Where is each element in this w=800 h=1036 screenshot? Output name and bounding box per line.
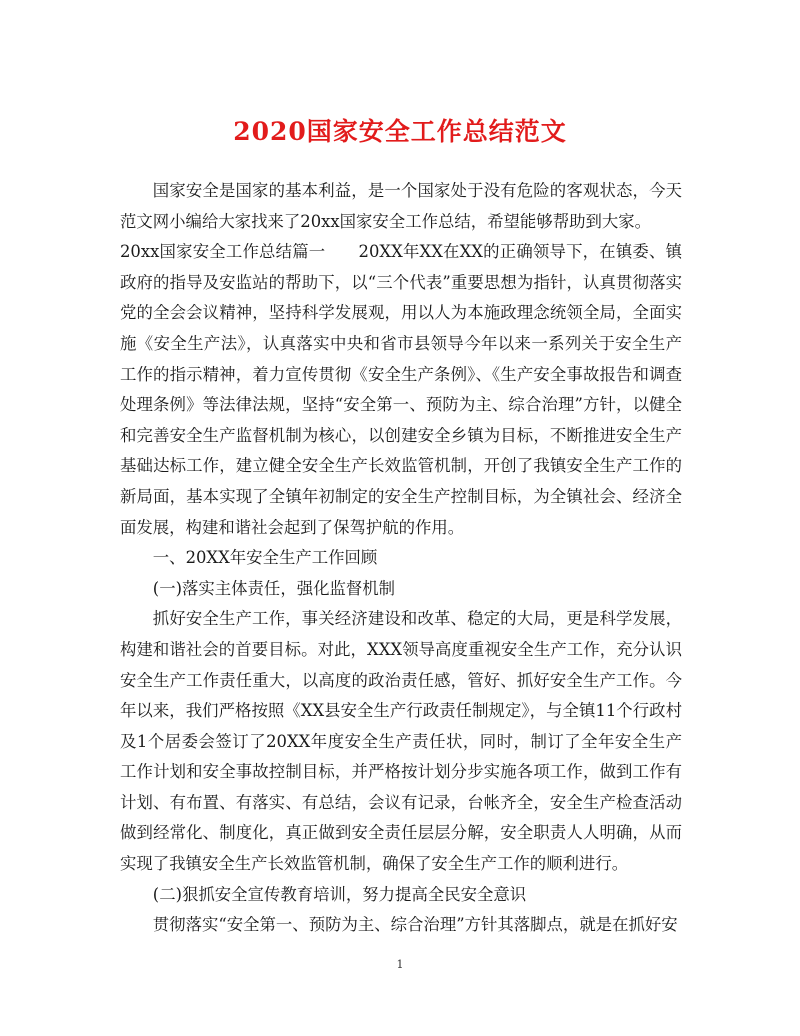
document-title: 2020国家安全工作总结范文: [233, 117, 567, 146]
document-body: [120, 176, 682, 941]
subsection-heading-education: (二)狠抓安全宣传教育培训，努力提高全民安全意识: [152, 884, 527, 904]
section-heading-review: 一、20XX年安全生产工作回顾: [152, 548, 378, 568]
paragraph-summary-part-one: 20xx国家安全工作总结篇一 20XX年XX在XX的正确领导下，在镇委、镇政府的指导及安监站的帮助下，以“三个代表”重要思想为指针，认真贯彻落实党的全会会议精神，坚持科学发展观，用以人为本施政理念统领全局，全面实施《安全生产法》，认真落实中央和省市县领导今年以来一系列关于安全生产工作的指示精神，着力宣传贯彻《安全生产条例》、《生产安全事故报告和调查处理条例》等法律法规，坚持“安全第一、预防为主、综合治理”方针，以健全和完善安全生产监督机制为核心，以创建安全乡镇为目标，不断推进安全生产基础达标工作，建立健全安全生产长效监管机制，开创了我镇安全生产工作的新局面，基本实现了全镇年初制定的安全生产控制目标，为全镇社会、经济全面发展，构建和谐社会起到了保驾护航的作用。: [120, 242, 682, 537]
subsection-heading-responsibility: (一)落实主体责任，强化监督机制: [152, 578, 396, 598]
paragraph-responsibility: 抓好安全生产工作，事关经济建设和改革、稳定的大局，更是科学发展，构建和谐社会的首要目标。对此，XXX领导高度重视安全生产工作，充分认识安全生产工作责任重大，以高度的政治责任感，管好、抓好安全生产工作。今年以来，我们严格按照《XX县安全生产行政责任制规定》，与全镇11个行政村及1个居委会签订了20XX年度安全生产责任状，同时，制订了全年安全生产工作计划和安全事故控制目标，并严格按计划分步实施各项工作，做到工作有计划、有布置、有落实、有总结，会议有记录，台帐齐全，安全生产检查活动做到经常化、制度化，真正做到安全责任层层分解，安全职责人人明确，从而实现了我镇安全生产长效监管机制，确保了安全生产工作的顺利进行。: [120, 609, 682, 874]
page-number: 1: [396, 958, 404, 971]
paragraph-intro: 国家安全是国家的基本利益，是一个国家处于没有危险的客观状态，今天范文网小编给大家找来了20xx国家安全工作总结，希望能够帮助到大家。: [120, 181, 682, 231]
paragraph-education-start: 贯彻落实“安全第一、预防为主、综合治理”方针其落脚点，就是在抓好安: [152, 915, 678, 935]
